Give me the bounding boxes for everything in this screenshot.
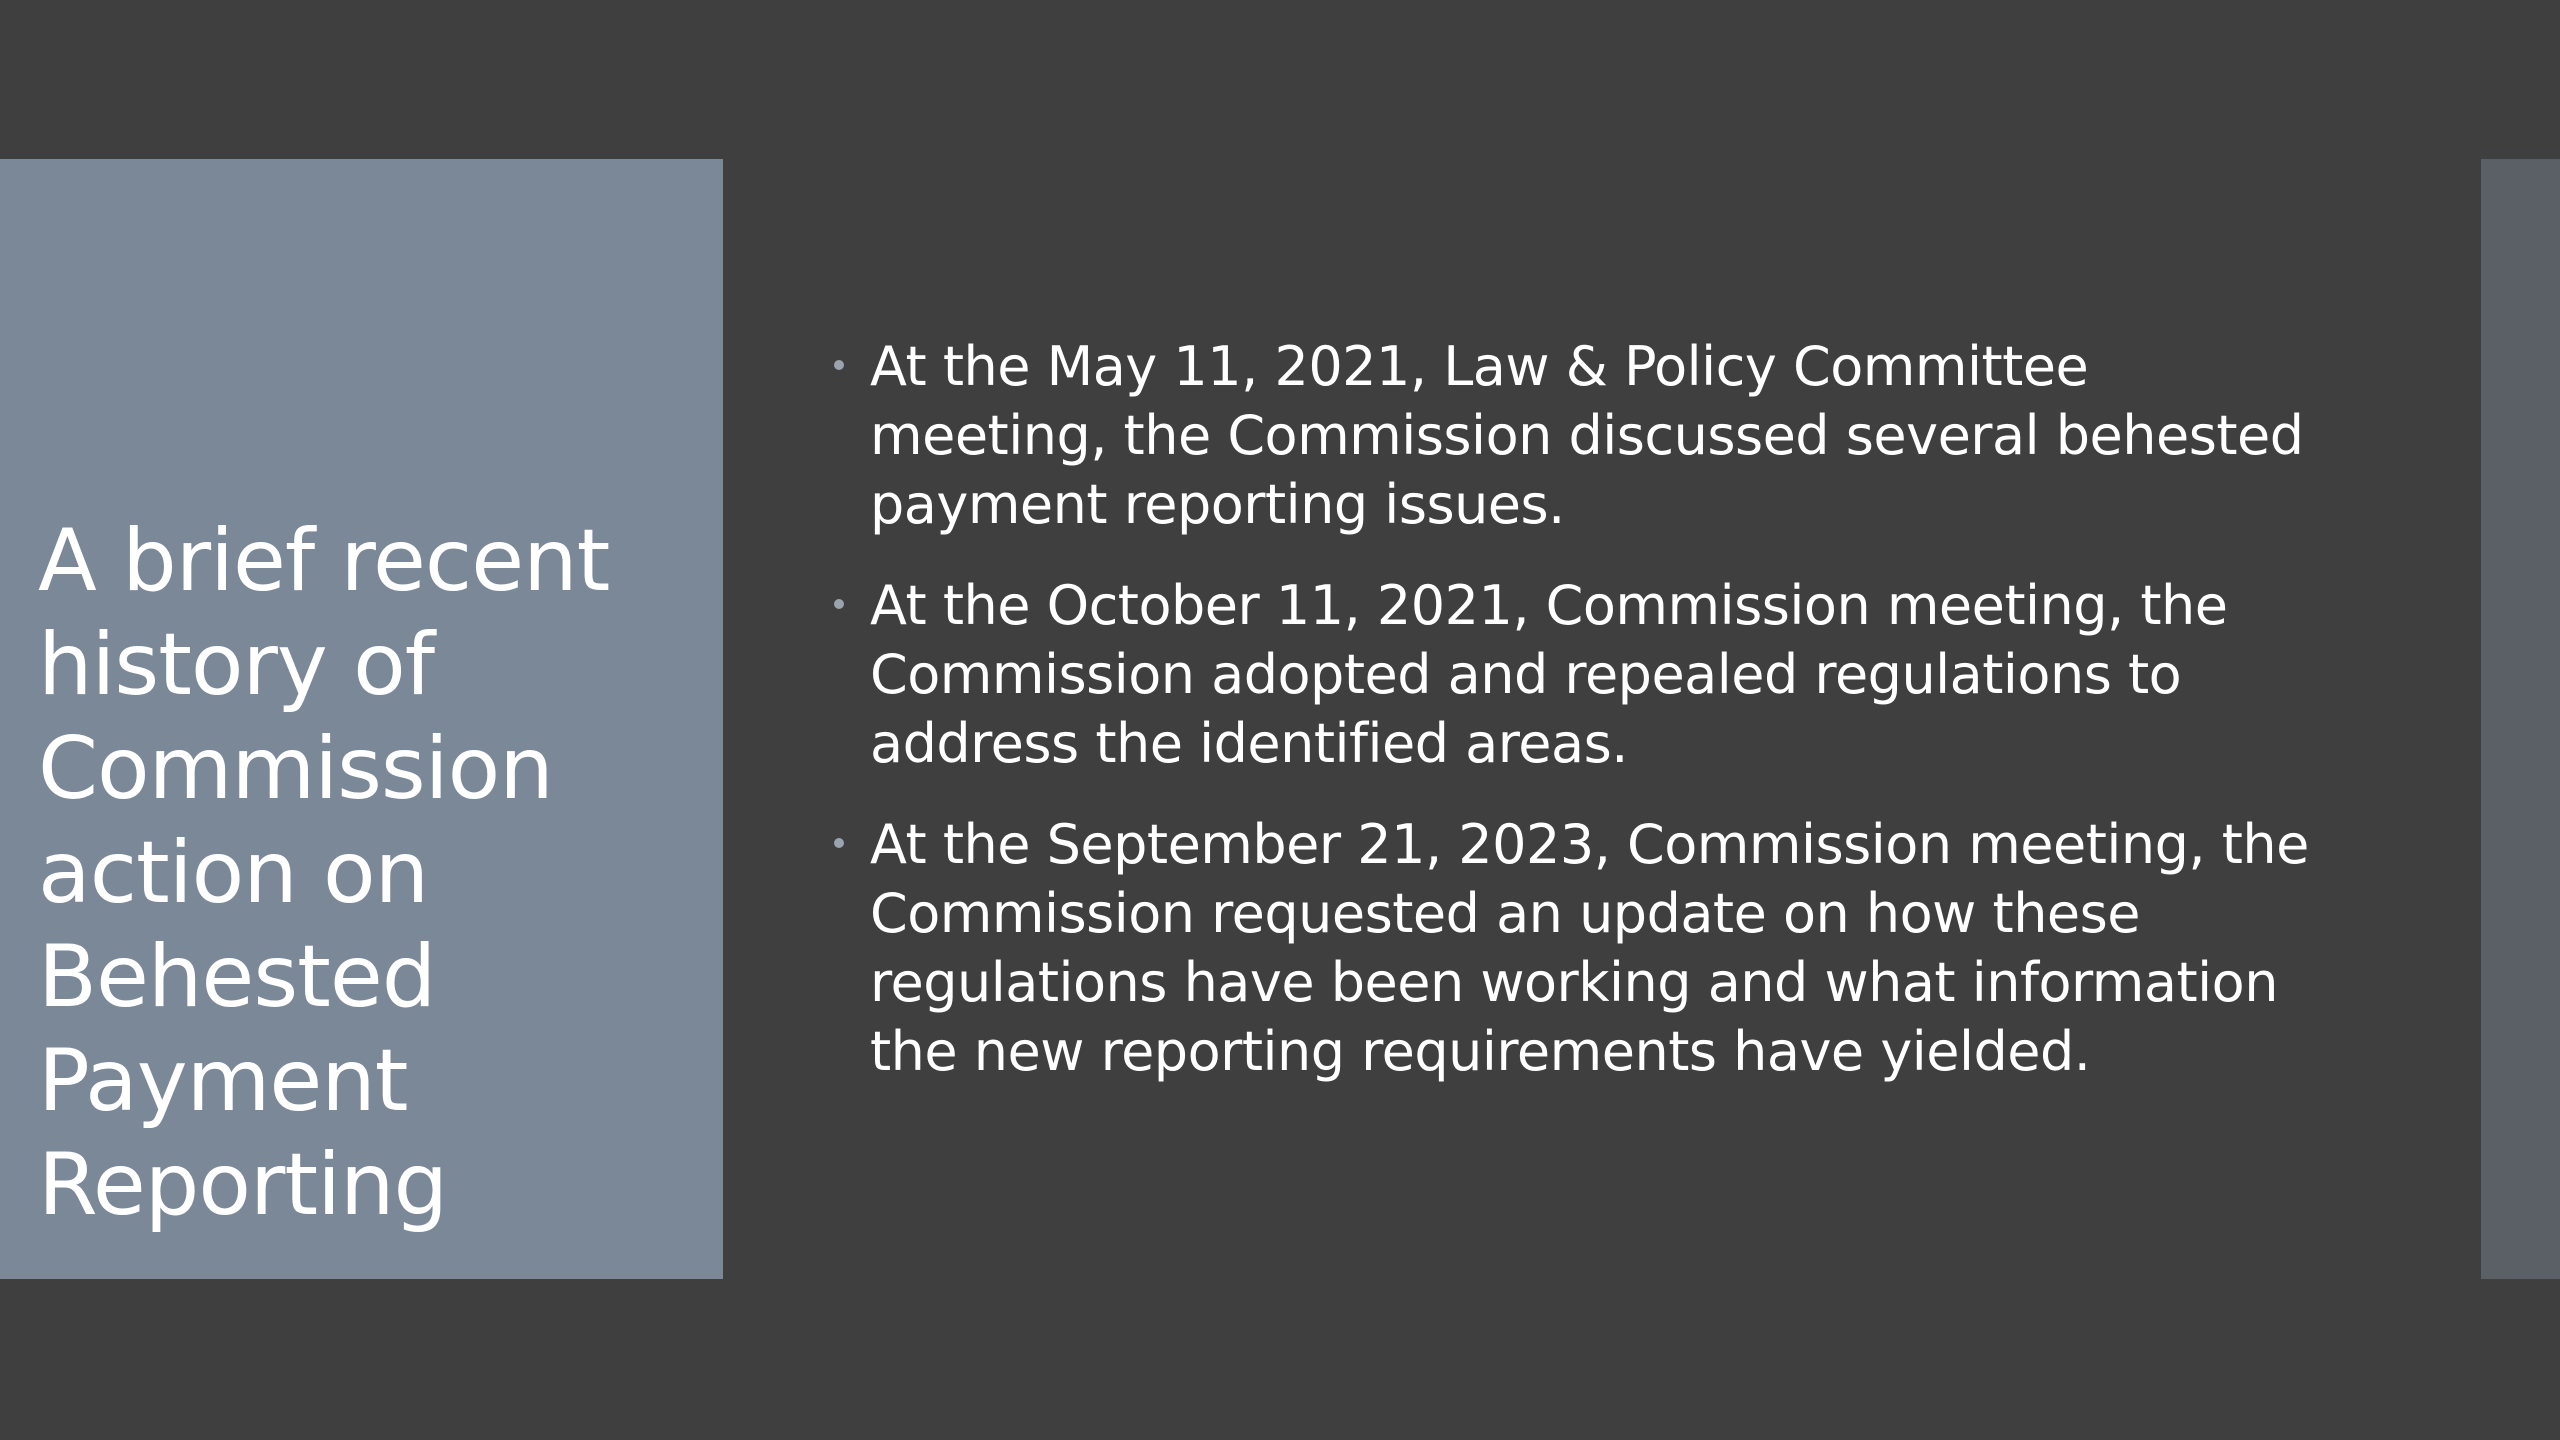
- bullet-text: At the May 11, 2021, Law & Policy Committee meeting, the Commission discussed several behested payment reporting issues.: [870, 335, 2304, 536]
- bullet-item: [830, 332, 2340, 539]
- right-accent-panel: [2481, 159, 2560, 1279]
- bullet-text: At the October 11, 2021, Commission meeting, the Commission adopted and repealed regulations to address the identified areas.: [870, 574, 2228, 775]
- bullet-marker-icon: [834, 838, 844, 848]
- bullet-list: [830, 332, 2340, 1118]
- bullet-marker-icon: [834, 599, 844, 609]
- bullet-marker-icon: [834, 360, 844, 370]
- bullet-text: At the September 21, 2023, Commission meeting, the Commission requested an update on how these regulations have been working and what information the new reporting requirements have yielded.: [870, 813, 2309, 1083]
- bullet-item: [830, 571, 2340, 778]
- bullet-item: [830, 810, 2340, 1086]
- slide-title: A brief recent history of Commission action on Behested Payment Reporting: [38, 511, 610, 1235]
- title-panel: [0, 159, 723, 1279]
